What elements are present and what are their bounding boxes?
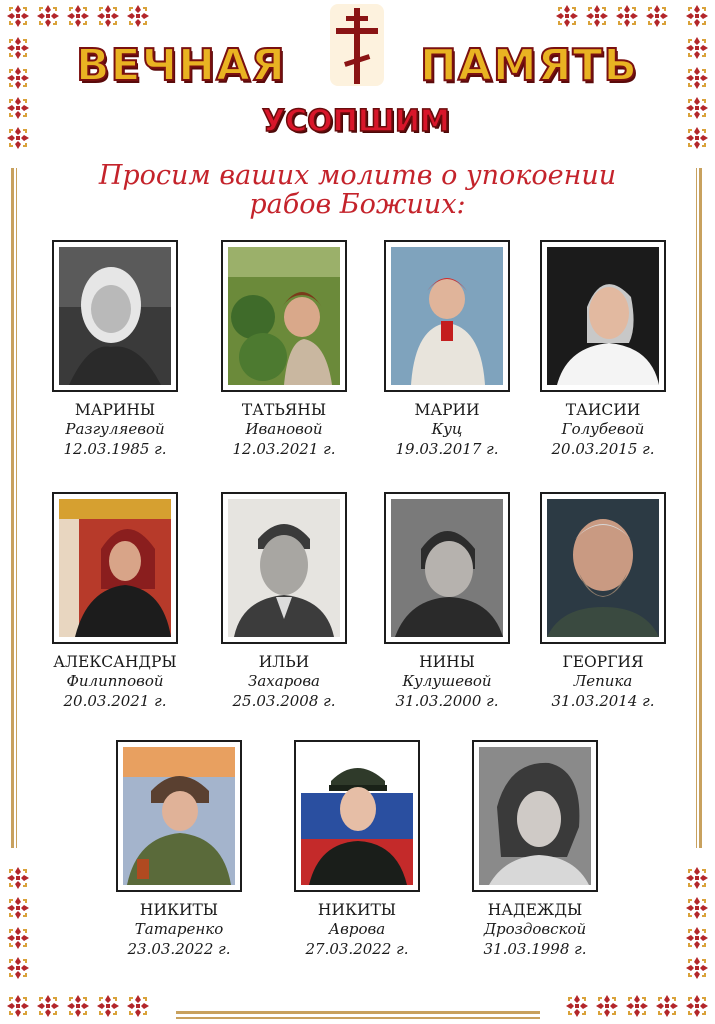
ornament-icon	[126, 994, 150, 1018]
left-border-rule-inner	[16, 168, 17, 848]
person-date: 20.03.2015 г.	[551, 440, 655, 458]
person-date: 12.03.2021 г.	[232, 440, 336, 458]
title-right: ПАМЯТЬ	[420, 40, 639, 91]
person-surname: Разгуляевой	[65, 420, 165, 438]
memorial-card	[362, 492, 532, 711]
person-name: НИНЫ	[419, 653, 475, 671]
person-surname: Аврова	[328, 920, 386, 938]
memorial-card	[362, 240, 532, 459]
ornament-icon	[6, 96, 30, 120]
person-date: 31.03.2014 г.	[551, 692, 655, 710]
ornament-icon	[685, 896, 709, 920]
memorial-card	[94, 740, 264, 959]
person-date: 20.03.2021 г.	[63, 692, 167, 710]
ornament-icon	[96, 4, 120, 28]
right-border-rule-inner	[696, 168, 697, 848]
person-name: ИЛЬИ	[258, 653, 310, 671]
person-date: 31.03.2000 г.	[395, 692, 499, 710]
ornament-icon	[96, 994, 120, 1018]
right-border-rule	[699, 168, 702, 848]
person-name: ГЕОРГИЯ	[562, 653, 644, 671]
bottom-border-rule-inner	[176, 1017, 540, 1019]
ornament-icon	[685, 126, 709, 150]
ornament-icon	[6, 956, 30, 980]
memorial-card	[199, 492, 369, 711]
ornament-icon	[685, 36, 709, 60]
ornament-icon	[6, 994, 30, 1018]
prayer-line-2: рабов Божиих:	[249, 189, 466, 220]
ornament-icon	[645, 4, 669, 28]
title-left: ВЕЧНАЯ	[76, 40, 286, 91]
ornament-icon	[126, 4, 150, 28]
person-date: 25.03.2008 г.	[232, 692, 336, 710]
ornament-icon	[685, 926, 709, 950]
portrait-photo	[116, 740, 242, 892]
person-date: 12.03.1985 г.	[63, 440, 167, 458]
ornament-icon	[615, 4, 639, 28]
portrait-photo	[472, 740, 598, 892]
person-surname: Ивановой	[245, 420, 323, 438]
ornament-icon	[685, 866, 709, 890]
portrait-photo	[221, 492, 347, 644]
ornament-icon	[585, 4, 609, 28]
ornament-icon	[6, 896, 30, 920]
ornament-icon	[565, 994, 589, 1018]
ornament-icon	[66, 994, 90, 1018]
ornament-icon	[685, 96, 709, 120]
ornament-icon	[685, 956, 709, 980]
person-surname: Дроздовской	[483, 920, 587, 938]
person-surname: Филипповой	[66, 672, 164, 690]
ornament-icon	[6, 866, 30, 890]
person-name: МАРИНЫ	[74, 401, 156, 419]
memorial-card	[450, 740, 620, 959]
person-name: НИКИТЫ	[139, 901, 219, 919]
memorial-card	[30, 492, 200, 711]
person-name: ТАТЬЯНЫ	[241, 401, 327, 419]
ornament-icon	[655, 994, 679, 1018]
person-surname: Куц	[431, 420, 463, 438]
memorial-card	[518, 240, 688, 459]
portrait-photo	[540, 492, 666, 644]
memorial-card	[30, 240, 200, 459]
ornament-icon	[6, 4, 30, 28]
portrait-photo	[384, 240, 510, 392]
person-name: НАДЕЖДЫ	[487, 901, 583, 919]
left-border-rule	[11, 168, 14, 848]
memorial-card	[272, 740, 442, 959]
person-surname: Лепика	[573, 672, 633, 690]
ornament-icon	[685, 66, 709, 90]
ornament-icon	[6, 36, 30, 60]
person-surname: Голубевой	[561, 420, 645, 438]
portrait-photo	[540, 240, 666, 392]
orthodox-cross-icon	[326, 2, 388, 88]
ornament-icon	[6, 926, 30, 950]
person-date: 27.03.2022 г.	[305, 940, 409, 958]
ornament-icon	[595, 994, 619, 1018]
portrait-photo	[221, 240, 347, 392]
memorial-card	[199, 240, 369, 459]
memorial-card	[518, 492, 688, 711]
ornament-icon	[6, 126, 30, 150]
person-date: 23.03.2022 г.	[127, 940, 231, 958]
title-subtitle: УСОПШИМ	[262, 104, 450, 139]
person-name: НИКИТЫ	[317, 901, 397, 919]
person-name: МАРИИ	[414, 401, 480, 419]
person-date: 31.03.1998 г.	[483, 940, 587, 958]
ornament-icon	[685, 994, 709, 1018]
person-date: 19.03.2017 г.	[395, 440, 499, 458]
portrait-photo	[294, 740, 420, 892]
bottom-border-rule	[176, 1011, 540, 1014]
ornament-icon	[66, 4, 90, 28]
ornament-icon	[685, 4, 709, 28]
person-name: АЛЕКСАНДРЫ	[53, 653, 177, 671]
ornament-icon	[6, 66, 30, 90]
portrait-photo	[384, 492, 510, 644]
person-surname: Кулушевой	[402, 672, 492, 690]
portrait-photo	[52, 240, 178, 392]
person-name: ТАИСИИ	[565, 401, 641, 419]
ornament-icon	[36, 994, 60, 1018]
portrait-photo	[52, 492, 178, 644]
ornament-icon	[555, 4, 579, 28]
person-surname: Захарова	[248, 672, 320, 690]
prayer-line-1: Просим ваших молитв о упокоении	[98, 160, 617, 191]
ornament-icon	[36, 4, 60, 28]
ornament-icon	[625, 994, 649, 1018]
person-surname: Татаренко	[134, 920, 224, 938]
